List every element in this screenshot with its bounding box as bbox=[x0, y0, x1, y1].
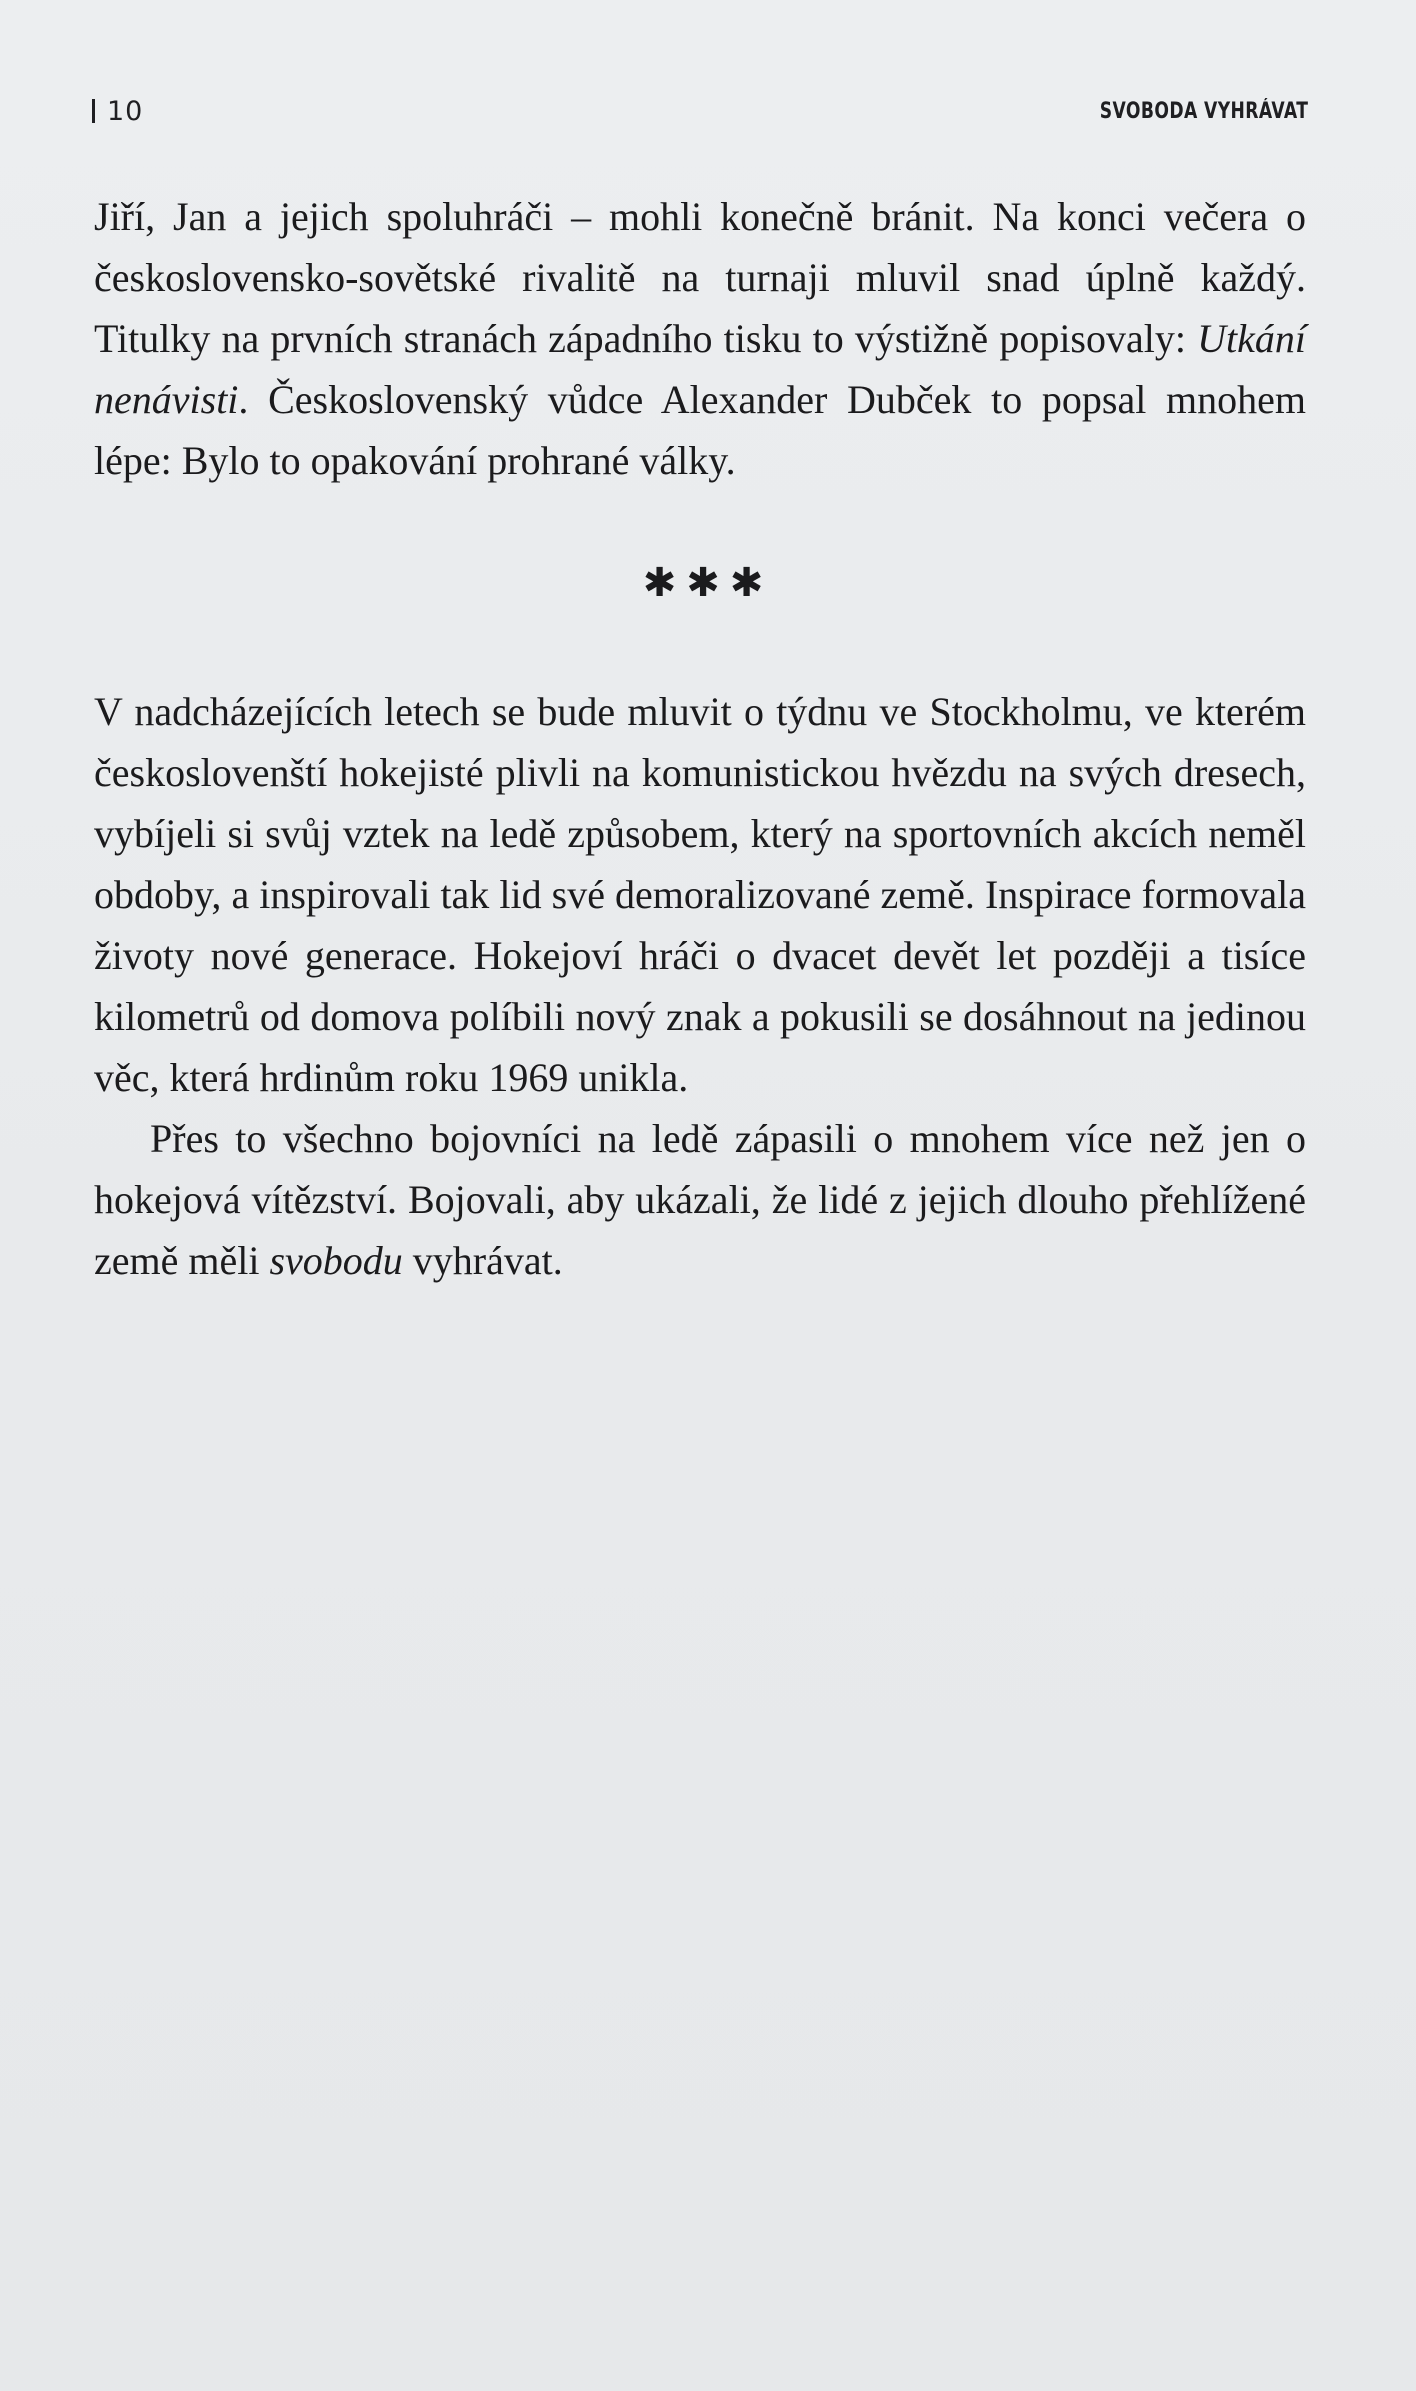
paragraph-1-emphasis: Utkání nenávisti bbox=[94, 316, 1306, 422]
section-separator: ✱✱✱ bbox=[642, 560, 774, 606]
paragraph-3 bbox=[94, 1108, 1306, 1291]
section-text bbox=[94, 681, 1306, 1291]
paragraph-3-part-2: vyhrávat. bbox=[402, 1238, 563, 1283]
folio-rule bbox=[92, 99, 95, 123]
running-title: SVOBODA VYHRÁVAT bbox=[1099, 99, 1308, 124]
paragraph-3-emphasis: svobodu bbox=[269, 1238, 403, 1283]
page-number bbox=[92, 96, 143, 127]
paragraph-1-part-2: . Československý vůdce Alexander Dubček to popsal mnohem lépe: Bylo to opakování prohrané války. bbox=[94, 377, 1306, 483]
paragraph-2: V nadcházejících letech se bude mluvit o týdnu ve Stockholmu, ve kterém českoslovenští hokejisté plivli na komunistickou hvězdu na svých dresech, vybíjeli si svůj vztek na ledě způsobem, který na sportovních akcích neměl obdoby, a inspirovali tak lid své demoralizované země. Inspirace formovala životy nové generace. Hokejoví hráči o dvacet devět let později a tisíce kilometrů od domova políbili nový znak a pokusili se dosáhnout na jedinou věc, která hrdinům roku 1969 unikla. bbox=[94, 689, 1306, 1100]
paragraph-1-part-1: Jiří, Jan a jejich spoluhráči – mohli konečně bránit. Na konci večera o československo-sovětské rivalitě na turnaji mluvil snad úplně každý. Titulky na prvních stranách západního tisku to výstižně popisovaly: bbox=[94, 194, 1306, 361]
paragraph-1 bbox=[94, 186, 1306, 491]
page-header bbox=[92, 96, 1308, 136]
paragraph-3-part-1: Přes to všechno bojovníci na ledě zápasili o mnohem více než jen o hokejová vítězství. Bojovali, aby ukázali, že lidé z jejich dlouho přehlížené země měli bbox=[94, 1116, 1306, 1283]
paragraph-1-text bbox=[94, 186, 1306, 491]
page-number-text: 10 bbox=[107, 96, 144, 127]
